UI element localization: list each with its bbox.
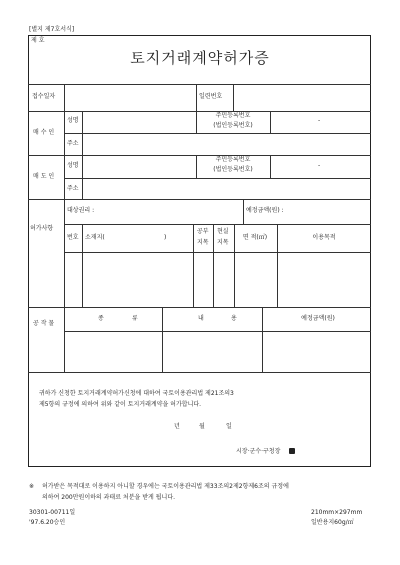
date-year: 년 <box>174 423 180 430</box>
divider <box>233 84 234 111</box>
divider <box>196 155 197 178</box>
divider <box>64 224 371 225</box>
divider <box>64 133 371 134</box>
divider <box>196 84 197 111</box>
divider <box>193 224 194 307</box>
divider <box>82 111 83 133</box>
form-label: [별지 제7호서식] <box>29 26 75 33</box>
divider <box>270 111 271 133</box>
divider <box>28 307 371 308</box>
divider <box>28 372 371 373</box>
notice-line-1: 허가받은 목적대로 이용하지 아니할 경우에는 국토이용관리법 제33조의2제2항제6조의 규정에 <box>42 483 289 490</box>
seller-id-label: 주민등록번호 <box>215 156 251 163</box>
buyer-name-label: 성명 <box>67 117 79 124</box>
divider <box>28 111 371 112</box>
body-line-1: 귀하가 신청한 토지거래계약허가신청에 대하여 국토이용관리법 제21조의3 <box>39 390 234 397</box>
col-number: 번호 <box>67 234 79 241</box>
col-public-land-2: 지목 <box>197 239 209 246</box>
paper-type: 일반용지60g/㎡ <box>311 519 354 526</box>
buyer-address-label: 주소 <box>67 140 79 147</box>
buyer-id-label: 주민등록번호 <box>215 112 251 119</box>
divider <box>28 84 371 85</box>
fixture-kind-1: 종 <box>98 315 104 322</box>
form-code: 30301-00711일 <box>29 509 76 516</box>
divider <box>243 199 244 224</box>
fixture-content-2: 용 <box>231 315 237 322</box>
divider <box>64 331 371 332</box>
fixture-amount: 예정금액(원) <box>301 315 335 322</box>
divider <box>82 133 83 155</box>
body-line-2: 제5항의 규정에 의하여 위와 같이 토지거래계약을 허가합니다. <box>39 401 202 408</box>
page-title: 토지거래계약허가증 <box>130 49 270 67</box>
divider <box>262 307 263 372</box>
date-day: 일 <box>226 423 232 430</box>
divider <box>82 224 83 307</box>
notice-line-2: 의하여 200만원이하의 과태료 처분을 받게 됩니다. <box>42 494 176 501</box>
paper-size: 210mm×297mm <box>311 509 363 516</box>
notice-mark: ※ <box>29 483 35 490</box>
divider <box>64 84 65 372</box>
planned-amount-label: 예정금액(원) : <box>246 207 284 214</box>
seller-id-dash: - <box>318 162 321 169</box>
seller-corp-label: (법인등록번호) <box>213 166 253 173</box>
divider <box>277 224 278 307</box>
col-area: 면 적(㎡) <box>242 234 268 241</box>
col-public-land-1: 공부 <box>197 228 209 235</box>
seller-label: 매 도 인 <box>33 173 55 180</box>
seller-address-label: 주소 <box>67 185 79 192</box>
divider <box>82 155 83 178</box>
fixture-kind-2: 류 <box>132 315 138 322</box>
col-current-land-1: 현실 <box>217 228 229 235</box>
buyer-corp-label: (법인등록번호) <box>213 122 253 129</box>
col-location-close: ) <box>164 234 167 241</box>
seller-name-label: 성명 <box>67 162 79 169</box>
divider <box>82 178 83 199</box>
receipt-date-label: 접수일자 <box>32 93 56 100</box>
divider <box>64 252 371 253</box>
col-location: 소재지( <box>85 234 105 241</box>
doc-number-label: 제 호 <box>31 37 45 44</box>
authority-label: 시장·군수·구청장 <box>236 448 281 455</box>
col-purpose: 이용목적 <box>312 234 336 241</box>
buyer-label: 매 수 인 <box>33 129 55 136</box>
divider <box>270 155 271 178</box>
divider <box>213 224 214 307</box>
divider <box>28 155 371 156</box>
divider <box>64 178 371 179</box>
buyer-id-dash: - <box>318 117 321 124</box>
divider <box>234 224 235 307</box>
permit-matters-label: 허가사항 <box>30 225 54 232</box>
col-current-land-2: 지목 <box>217 239 229 246</box>
divider <box>162 307 163 372</box>
permit-number-label: 일련번호 <box>199 93 223 100</box>
fixtures-label: 공 작 물 <box>33 320 55 327</box>
target-rights-label: 대상권리 : <box>67 207 95 214</box>
approval-date: '97.6.20승인 <box>29 519 66 526</box>
date-month: 월 <box>199 423 205 430</box>
divider <box>196 111 197 133</box>
divider <box>28 199 371 200</box>
fixture-content-1: 내 <box>198 315 204 322</box>
seal-stamp <box>289 448 295 454</box>
